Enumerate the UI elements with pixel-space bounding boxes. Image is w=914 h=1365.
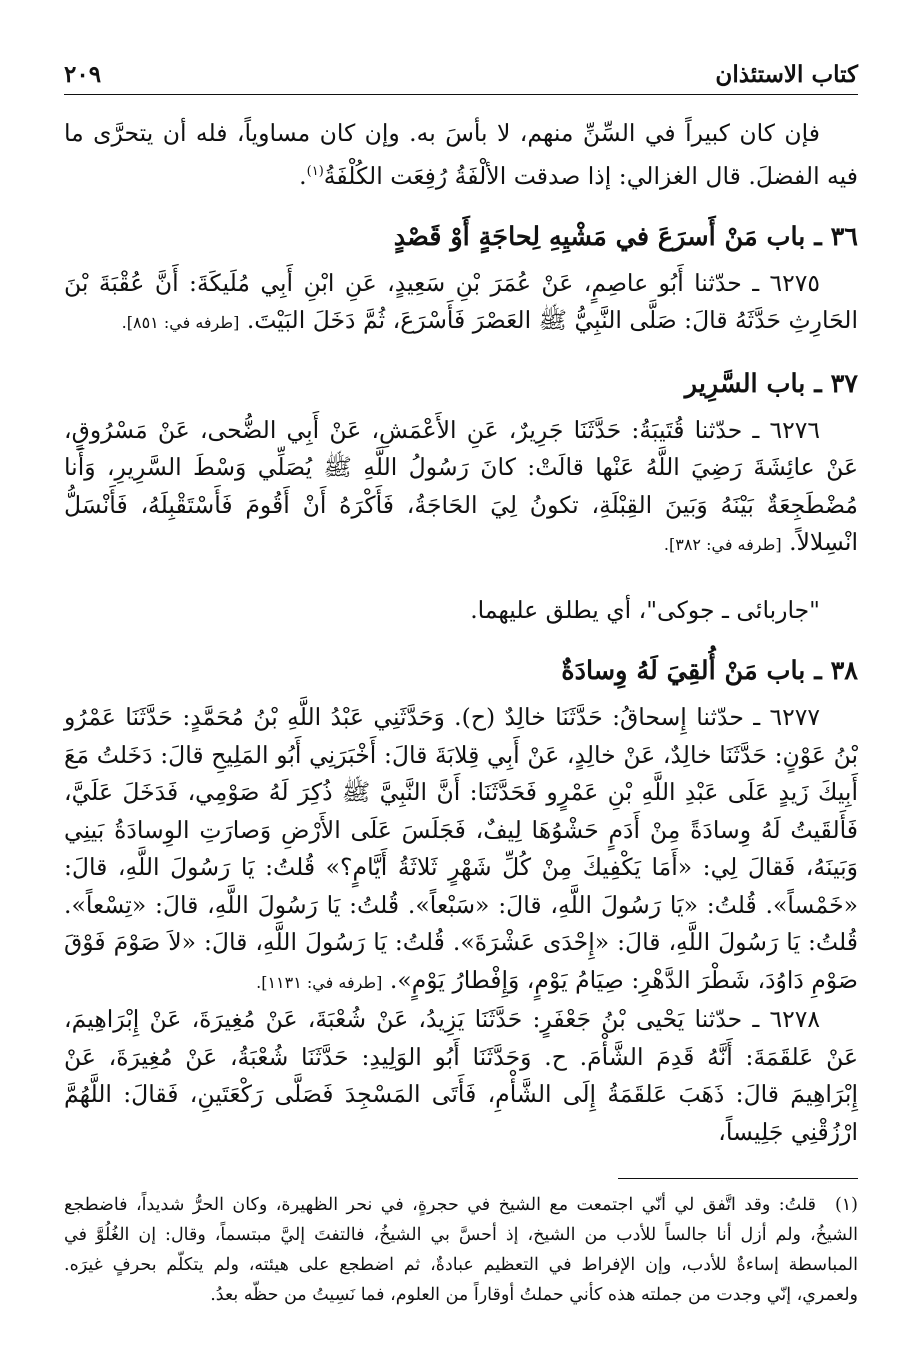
page-number: ٢٠٩ xyxy=(64,61,102,88)
footnote-text: قلتُ: وقد اتَّفق لي أنّي اجتمعت مع الشيخ في حجرةٍ، في نحر الظهيرة، وكان الحرُّ شديداً، فاضطجع الشيخُ، ولم أزل أنا جالساً للأدب من الشيخ، إذ أحسَّ بي الشيخُ، فالتفتَ إليَّ مبتسماً، وقال: إن الغُلُوَّ في المباسطة إساءةٌ للأدب، وإن الإفراط في التعظيم عبادةٌ، ثم اضطجع على هيئته، ولم يتكلّم بحرفٍ غيرَه. ولعمري، إنّي وجدت من جملته هذه كأني حملتُ أوقاراً من العلوم، فما نَسِيتُ من حظّه بعدُ. xyxy=(64,1195,858,1305)
footnote-marker[interactable]: (١) xyxy=(306,163,324,179)
hadith-6278: ٦٢٧٨ ـ حدّثنا يَحْيى بْنُ جَعْفَرٍ: حَدَّثَنَا يَزِيدُ، عَنْ شُعْبَةَ، عَنْ مُغِيرَةَ، عَنْ إِبْرَاهِيمَ، عَنْ عَلقَمَةَ: أَنَّهُ قَدِمَ الشَّأْمَ. ح. وَحَدَّثَنَا أَبُو الوَلِيدِ: حَدَّثَنَا شُعْبَةُ، عَنْ مُغِيرَةَ، عَنْ إِبْرَاهِيمَ قالَ: ذَهَبَ عَلقَمَةُ إِلَى الشَّأْمِ، فَأَتَى المَسْجِدَ فَصَلَّى رَكْعَتَينِ، فَقالَ: اللَّهُمَّ ارْزُقْنِي جَلِيساً، xyxy=(64,1005,858,1146)
cross-reference-6276: [طرفه في: ٣٨٢]. xyxy=(663,535,782,555)
hadith-6275 xyxy=(64,265,858,342)
hadith-6277 xyxy=(64,699,858,1001)
hadith-6277-text: ٦٢٧٧ ـ حدّثنا إِسحاقُ: حَدَّثَنَا خالِدٌ (ح). وَحَدَّثَنِي عَبْدُ اللَّهِ بْنُ مُحَمَّدٍ: حَدَّثَنَا عَمْرُو بْنُ عَوْنٍ: حَدَّثَنَا خالِدٌ، عَنْ خالِدٍ، عَنْ أَبِي قِلابَةَ قالَ: أَخْبَرَنِي أَبُو المَلِيحِ قالَ: دَخَلتُ مَعَ أَبِيكَ زَيدٍ عَلَى عَبْدِ اللَّهِ بْنِ عَمْرٍو فَحَدَّثَنَا: أَنَّ النَّبِيَّ ﷺ ذُكِرَ لَهُ صَوْمِي، فَدَخَلَ عَلَيَّ، فَأَلقَيتُ لَهُ وِسادَةً مِنْ أَدَمٍ حَشْوُهَا لِيفٌ، فَجَلَسَ عَلَى الأَرْضِ وَصارَتِ الوِسادَةُ بَينِي وَبَينَهُ، فَقالَ لِي: «أَمَا يَكْفِيكَ مِنْ كُلِّ شَهْرٍ ثَلاثَةُ أَيَّامٍ؟» قُلتُ: يَا رَسُولَ اللَّهِ، قالَ: «خَمْساً». قُلتُ: «يَا رَسُولَ اللَّهِ، قالَ: «سَبْعاً». قُلتُ: يَا رَسُولَ اللَّهِ، قالَ: «تِسْعاً». قُلتُ: يَا رَسُولَ اللَّهِ، قالَ: «إِحْدَى عَشْرَةَ». قُلتُ: يَا رَسُولَ اللَّهِ، قالَ: «لاَ صَوْمَ فَوْقَ صَوْمِ دَاوُدَ، شَطْرَ الدَّهْرِ: صِيَامُ يَوْمٍ، وَإِفْطارُ يَوْمٍ». xyxy=(64,703,858,994)
document-page xyxy=(64,48,858,1345)
hadith-6276 xyxy=(64,412,858,564)
book-title: كتاب الاستئذان xyxy=(715,61,858,88)
chapter-heading-36: ٣٦ ـ باب مَنْ أَسرَعَ في مَشْيِهِ لِحاجَةٍ أَوْ قَصْدٍ xyxy=(393,221,858,252)
gloss-note: "جاربائى ـ جوكى"، أي يطلق عليهما. xyxy=(470,595,820,624)
footnote-number: (١) xyxy=(834,1195,858,1215)
cross-reference-6277: [طرفه في: ١١٣١]. xyxy=(256,972,383,992)
chapter-heading-38: ٣٨ ـ باب مَنْ أُلقِيَ لَهُ وِسادَةٌ xyxy=(561,656,858,687)
spacer xyxy=(64,564,858,592)
hadith-6275-text: ٦٢٧٥ ـ حدّثنا أَبُو عاصِمٍ، عَنْ عُمَرَ بْنِ سَعِيدٍ، عَنِ ابْنِ أَبِي مُلَيكَةَ: أَنَّ عُقْبَةَ بْنَ الحَارِثِ حَدَّثَهُ قالَ: صَلَّى النَّبِيُّ ﷺ العَصْرَ فَأَسْرَعَ، ثُمَّ دَخَلَ البَيْتَ. xyxy=(64,268,858,335)
footnote-divider xyxy=(618,1178,858,1179)
footnote-block xyxy=(64,1190,858,1310)
opening-paragraph-end: . xyxy=(299,161,307,190)
running-header xyxy=(64,48,858,95)
opening-paragraph xyxy=(64,115,858,195)
opening-paragraph-text: فإن كان كبيراً في السِّنِّ منهم، لا بأسَ به. وإن كان مساوياً، فله أن يتحرَّى ما فيه الفضلَ. قال الغزالي: إذا صدقت الألْفَةُ رُفِعَت الكُلْفَةُ xyxy=(64,119,858,190)
cross-reference-6275: [طرفه في: ٨٥١]. xyxy=(121,313,240,333)
chapter-heading-37: ٣٧ ـ باب السَّرِير xyxy=(684,368,858,399)
main-text xyxy=(64,115,858,1151)
hadith-6276-text: ٦٢٧٦ ـ حدّثنا قُتَيبَةُ: حَدَّثَنَا جَرِيرٌ، عَنِ الأَعْمَشِ، عَنْ أَبِي الضُّحى، عَنْ مَسْرُوقٍ، عَنْ عائِشَةَ رَضِيَ اللَّهُ عَنْها قالَتْ: كانَ رَسُولُ اللَّهِ ﷺ يُصَلِّي وَسْطَ السَّرِيرِ، وَأَنا مُضْطَجِعَةٌ بَيْنَهُ وَبَينَ القِبْلَةِ، تكونُ لِيَ الحَاجَةُ، فَأَكْرَهُ أَنْ أَقُومَ فَأَسْتَقْبِلَهُ، فَأَنْسَلُّ انْسِلالاً. xyxy=(64,415,858,557)
